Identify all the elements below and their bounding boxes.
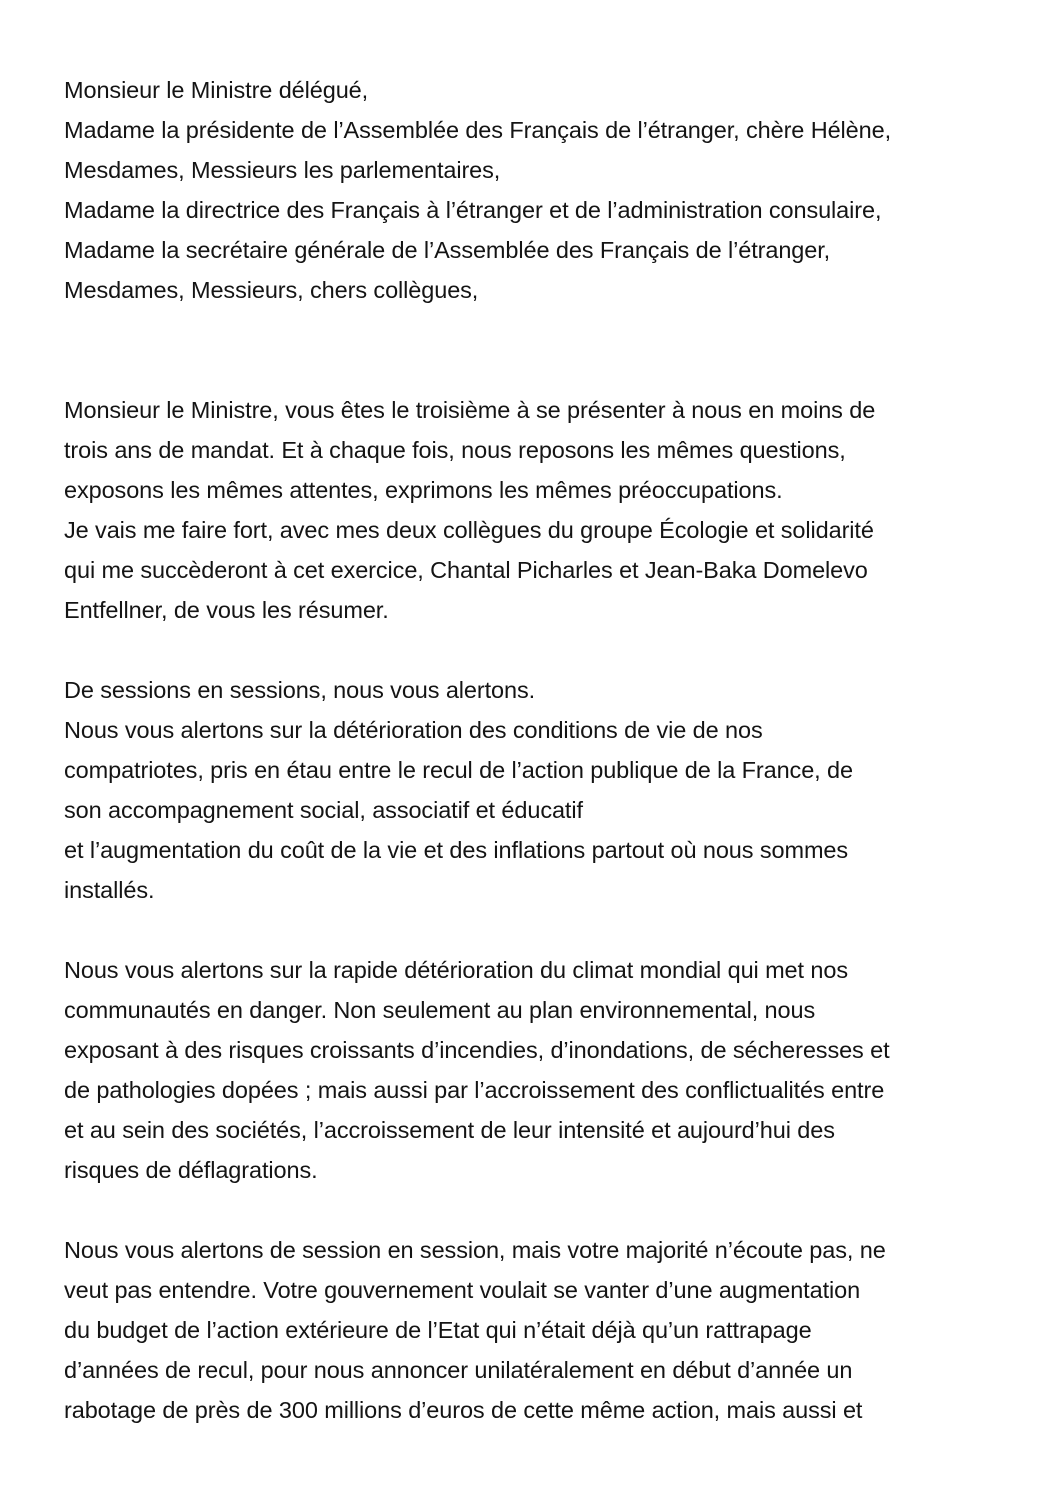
paragraph-line: Entfellner, de vous les résumer.	[64, 597, 389, 623]
spacer	[64, 630, 1024, 670]
salutation-line: Madame la secrétaire générale de l’Assemblée des Français de l’étranger,	[64, 237, 831, 263]
document-body	[64, 70, 1024, 1430]
paragraph-line: installés.	[64, 877, 155, 903]
spacer	[64, 1190, 1024, 1230]
paragraph-line: du budget de l’action extérieure de l’Etat qui n’était déjà qu’un rattrapage	[64, 1317, 812, 1343]
paragraph-line: communautés en danger. Non seulement au plan environnemental, nous	[64, 997, 816, 1023]
paragraph-line: veut pas entendre. Votre gouvernement voulait se vanter d’une augmentation	[64, 1277, 861, 1303]
paragraph-line: Monsieur le Ministre, vous êtes le troisième à se présenter à nous en moins de	[64, 397, 876, 423]
paragraph-line: Nous vous alertons sur la détérioration des conditions de vie de nos	[64, 717, 763, 743]
paragraph-1	[64, 390, 1024, 630]
paragraph-3	[64, 950, 1024, 1190]
paragraph-line: Nous vous alertons sur la rapide détérioration du climat mondial qui met nos	[64, 957, 848, 983]
spacer	[64, 310, 1024, 390]
salutation-line: Mesdames, Messieurs, chers collègues,	[64, 277, 479, 303]
paragraph-line: De sessions en sessions, nous vous alertons.	[64, 677, 536, 703]
paragraph-line: d’années de recul, pour nous annoncer unilatéralement en début d’année un	[64, 1357, 853, 1383]
spacer	[64, 910, 1024, 950]
paragraph-line: et au sein des sociétés, l’accroissement de leur intensité et aujourd’hui des	[64, 1117, 835, 1143]
paragraph-line: de pathologies dopées ; mais aussi par l’accroissement des conflictualités entre	[64, 1077, 885, 1103]
paragraph-line: qui me succèderont à cet exercice, Chantal Picharles et Jean-Baka Domelevo	[64, 557, 868, 583]
paragraph-2	[64, 670, 1024, 910]
salutation-line: Madame la présidente de l’Assemblée des Français de l’étranger, chère Hélène,	[64, 117, 892, 143]
paragraph-line: trois ans de mandat. Et à chaque fois, nous reposons les mêmes questions,	[64, 437, 846, 463]
paragraph-line: risques de déflagrations.	[64, 1157, 318, 1183]
paragraph-line: rabotage de près de 300 millions d’euros de cette même action, mais aussi et	[64, 1397, 863, 1423]
paragraph-line: exposant à des risques croissants d’incendies, d’inondations, de sécheresses et	[64, 1037, 890, 1063]
salutation-block	[64, 70, 1024, 310]
paragraph-line: et l’augmentation du coût de la vie et des inflations partout où nous sommes	[64, 837, 849, 863]
salutation-line: Madame la directrice des Français à l’étranger et de l’administration consulaire,	[64, 197, 882, 223]
salutation-line: Monsieur le Ministre délégué,	[64, 77, 369, 103]
paragraph-4	[64, 1230, 1024, 1430]
paragraph-line: son accompagnement social, associatif et éducatif	[64, 797, 583, 823]
paragraph-line: exposons les mêmes attentes, exprimons les mêmes préoccupations.	[64, 477, 783, 503]
paragraph-line: Nous vous alertons de session en session, mais votre majorité n’écoute pas, ne	[64, 1237, 886, 1263]
paragraph-line: compatriotes, pris en étau entre le recul de l’action publique de la France, de	[64, 757, 853, 783]
paragraph-line: Je vais me faire fort, avec mes deux collègues du groupe Écologie et solidarité	[64, 517, 874, 543]
salutation-line: Mesdames, Messieurs les parlementaires,	[64, 157, 501, 183]
